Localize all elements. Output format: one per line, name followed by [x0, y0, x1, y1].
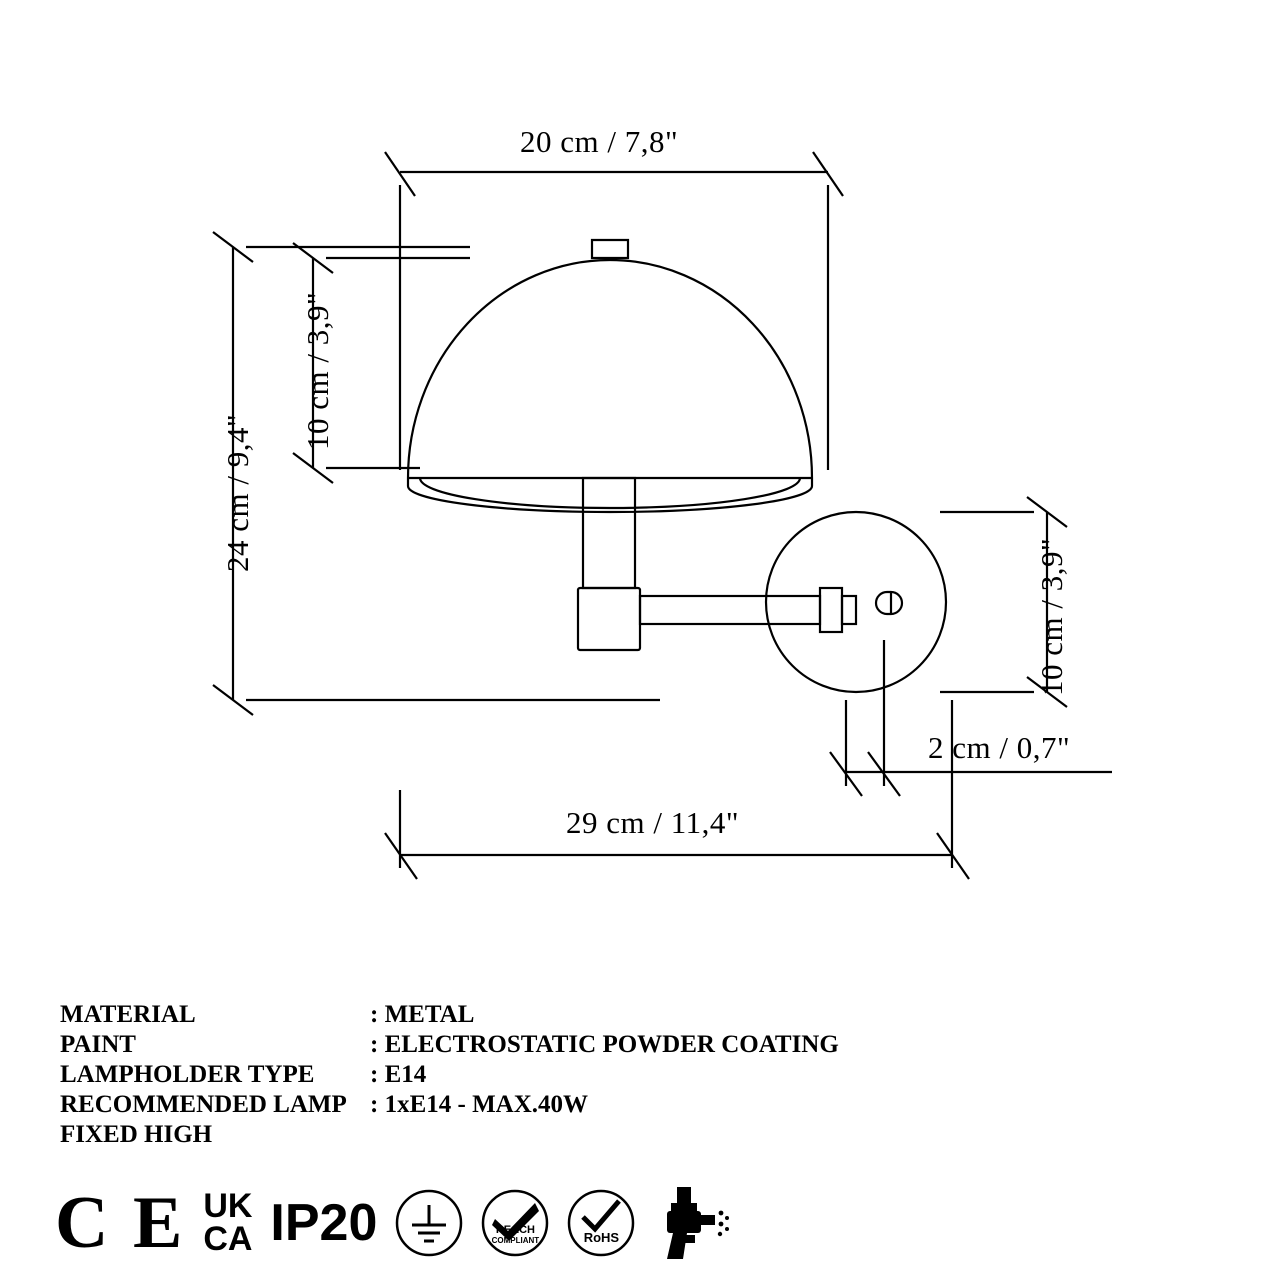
dimension-line-total-depth — [385, 700, 969, 879]
certification-badges — [55, 1182, 731, 1264]
dimension-line-shade-width — [385, 152, 843, 470]
earth-ground-icon — [395, 1189, 463, 1257]
ip-rating-label: IP20 — [270, 1194, 378, 1252]
spec-row-material — [60, 1000, 839, 1030]
spec-row-recommended-lamp — [60, 1090, 839, 1120]
spray-gun-icon — [653, 1185, 731, 1261]
spec-key: FIXED HIGH — [60, 1121, 213, 1148]
reach-label-2: COMPLIANT — [491, 1236, 540, 1245]
spec-key: MATERIAL — [60, 1001, 196, 1028]
rohs-label: RoHS — [583, 1230, 620, 1245]
spec-value: : 1xE14 - MAX.40W — [370, 1091, 589, 1118]
ukca-line-1: UK — [203, 1187, 253, 1225]
spec-value: : METAL — [370, 1001, 475, 1028]
reach-compliant-icon — [481, 1189, 549, 1257]
dimension-label-shade-width: 20 cm / 7,8" — [520, 124, 679, 159]
dimension-label-shade-height: 10 cm / 3,9" — [300, 291, 335, 450]
spec-key: PAINT — [60, 1031, 136, 1058]
dimension-label-backplate-depth: 2 cm / 0,7" — [928, 730, 1071, 765]
spec-row-lampholder-type — [60, 1060, 839, 1090]
spec-row-fixed-high — [60, 1120, 839, 1150]
ukca-line-2: CA — [203, 1220, 253, 1258]
specifications-list — [60, 1000, 839, 1150]
spec-key: RECOMMENDED LAMP — [60, 1091, 347, 1118]
spec-value: : E14 — [370, 1061, 427, 1088]
dimension-label-total-height: 24 cm / 9,4" — [220, 413, 255, 572]
spec-row-paint — [60, 1030, 839, 1060]
lamp-body-outline — [408, 240, 946, 692]
rohs-compliant-icon — [567, 1189, 635, 1257]
dimension-label-backplate-height: 10 cm / 3,9" — [1034, 537, 1069, 696]
dimension-label-total-depth: 29 cm / 11,4" — [566, 805, 739, 840]
ce-mark-icon: C E — [55, 1182, 186, 1264]
ukca-mark-icon — [203, 1187, 253, 1258]
spec-value: : ELECTROSTATIC POWDER COATING — [370, 1031, 839, 1058]
reach-label-1: REACH — [495, 1224, 535, 1236]
dimension-line-total-height — [213, 232, 660, 715]
spec-key: LAMPHOLDER TYPE — [60, 1061, 315, 1088]
